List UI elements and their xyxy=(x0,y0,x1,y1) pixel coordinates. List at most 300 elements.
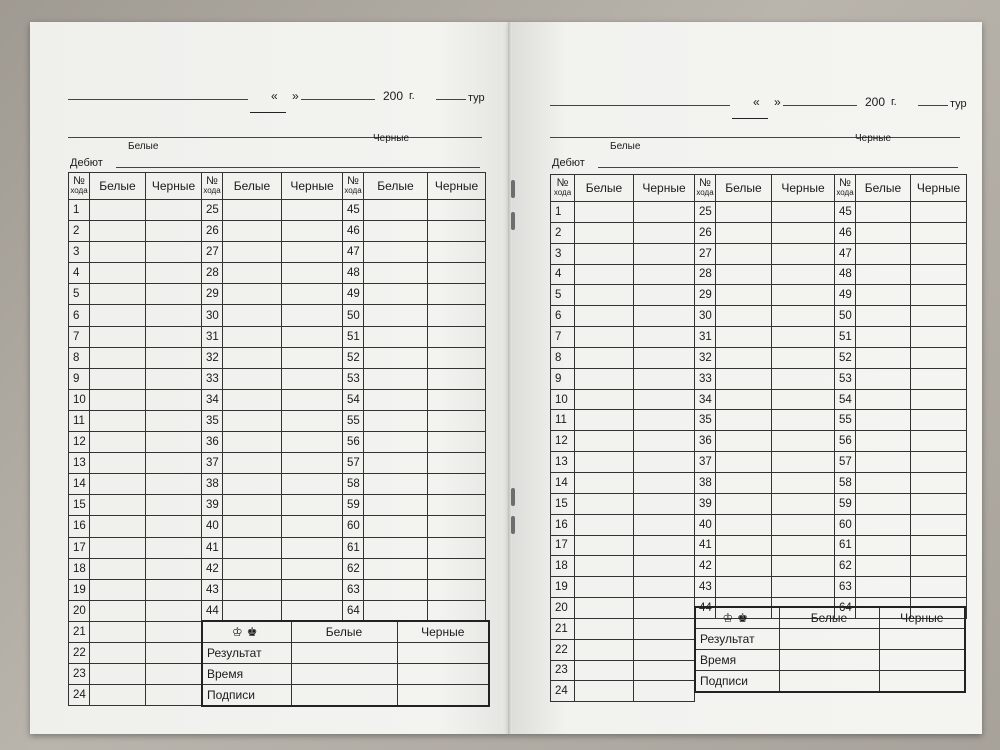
black-move-cell[interactable] xyxy=(428,326,486,347)
black-move-cell[interactable] xyxy=(282,537,343,558)
left-opening-line[interactable] xyxy=(116,167,480,168)
white-move-cell[interactable] xyxy=(90,326,146,347)
black-move-cell[interactable] xyxy=(634,347,695,368)
white-move-cell[interactable] xyxy=(575,410,634,431)
black-move-cell[interactable] xyxy=(772,514,835,535)
white-move-cell[interactable] xyxy=(575,577,634,598)
white-move-cell[interactable] xyxy=(856,389,911,410)
black-move-cell[interactable] xyxy=(146,221,202,242)
black-move-cell[interactable] xyxy=(282,221,343,242)
white-move-cell[interactable] xyxy=(716,535,772,556)
black-move-cell[interactable] xyxy=(146,389,202,410)
white-move-cell[interactable] xyxy=(90,368,146,389)
move-number: 62 xyxy=(835,556,856,577)
white-move-cell[interactable] xyxy=(364,242,428,263)
white-move-cell[interactable] xyxy=(223,242,282,263)
white-move-cell[interactable] xyxy=(90,579,146,600)
black-move-cell[interactable] xyxy=(634,556,695,577)
black-move-cell[interactable] xyxy=(634,202,695,223)
move-number: 20 xyxy=(69,600,90,621)
black-move-cell[interactable] xyxy=(282,453,343,474)
black-move-cell[interactable] xyxy=(146,474,202,495)
white-move-cell[interactable] xyxy=(856,514,911,535)
black-move-cell[interactable] xyxy=(634,598,695,619)
white-move-cell[interactable] xyxy=(716,577,772,598)
black-move-cell[interactable] xyxy=(282,368,343,389)
black-move-cell[interactable] xyxy=(772,452,835,473)
white-move-cell[interactable] xyxy=(575,431,634,452)
white-move-cell[interactable] xyxy=(575,639,634,660)
black-move-cell[interactable] xyxy=(772,577,835,598)
white-move-cell[interactable] xyxy=(90,242,146,263)
black-move-cell[interactable] xyxy=(428,410,486,431)
black-move-cell[interactable] xyxy=(146,347,202,368)
table-row xyxy=(69,453,486,474)
white-move-cell[interactable] xyxy=(364,389,428,410)
white-move-cell[interactable] xyxy=(856,431,911,452)
move-number: 13 xyxy=(69,453,90,474)
black-move-cell[interactable] xyxy=(772,202,835,223)
white-move-cell[interactable] xyxy=(716,556,772,577)
black-move-cell[interactable] xyxy=(911,535,967,556)
black-move-cell[interactable] xyxy=(772,285,835,306)
white-move-cell[interactable] xyxy=(856,472,911,493)
white-move-cell[interactable] xyxy=(856,556,911,577)
black-move-cell[interactable] xyxy=(146,200,202,221)
left-quote-open: « xyxy=(271,89,278,103)
table-row xyxy=(69,389,486,410)
white-move-cell[interactable] xyxy=(90,305,146,326)
white-move-cell[interactable] xyxy=(716,202,772,223)
black-move-cell[interactable] xyxy=(634,660,695,681)
black-move-cell[interactable] xyxy=(911,431,967,452)
black-move-cell[interactable] xyxy=(282,474,343,495)
black-move-cell[interactable] xyxy=(772,535,835,556)
white-move-cell[interactable] xyxy=(90,495,146,516)
black-move-cell[interactable] xyxy=(428,368,486,389)
white-move-cell[interactable] xyxy=(223,410,282,431)
black-move-cell[interactable] xyxy=(282,326,343,347)
white-move-cell[interactable] xyxy=(575,452,634,473)
black-move-cell[interactable] xyxy=(146,579,202,600)
white-move-cell[interactable] xyxy=(90,685,146,706)
black-move-cell[interactable] xyxy=(634,431,695,452)
signatures-row-black-cell[interactable] xyxy=(397,685,489,707)
time-row-black-cell[interactable] xyxy=(397,664,489,685)
white-move-cell[interactable] xyxy=(856,452,911,473)
move-number: 55 xyxy=(343,410,364,431)
black-move-cell[interactable] xyxy=(428,516,486,537)
white-move-cell[interactable] xyxy=(856,410,911,431)
black-move-cell[interactable] xyxy=(282,263,343,284)
black-move-cell[interactable] xyxy=(146,600,202,621)
black-move-cell[interactable] xyxy=(146,432,202,453)
black-move-cell[interactable] xyxy=(772,368,835,389)
time-row xyxy=(202,664,489,685)
left-players-line[interactable] xyxy=(68,137,482,138)
black-move-cell[interactable] xyxy=(772,347,835,368)
black-move-cell[interactable] xyxy=(428,453,486,474)
white-move-cell[interactable] xyxy=(364,284,428,305)
white-move-cell[interactable] xyxy=(856,264,911,285)
white-move-cell[interactable] xyxy=(575,389,634,410)
black-move-cell[interactable] xyxy=(911,389,967,410)
white-move-cell[interactable] xyxy=(90,432,146,453)
white-move-cell[interactable] xyxy=(575,493,634,514)
black-move-cell[interactable] xyxy=(634,493,695,514)
black-move-cell[interactable] xyxy=(911,514,967,535)
white-move-cell[interactable] xyxy=(90,284,146,305)
black-move-cell[interactable] xyxy=(634,410,695,431)
black-move-cell[interactable] xyxy=(634,639,695,660)
black-move-cell[interactable] xyxy=(282,242,343,263)
black-move-cell[interactable] xyxy=(911,222,967,243)
white-move-cell[interactable] xyxy=(90,221,146,242)
black-move-cell[interactable] xyxy=(282,516,343,537)
black-move-cell[interactable] xyxy=(282,200,343,221)
white-move-cell[interactable] xyxy=(716,389,772,410)
white-move-cell[interactable] xyxy=(364,263,428,284)
white-move-cell[interactable] xyxy=(223,474,282,495)
move-number: 64 xyxy=(343,600,364,621)
white-move-cell[interactable] xyxy=(856,285,911,306)
right-tour-label: тур xyxy=(950,98,967,110)
white-move-cell[interactable] xyxy=(364,410,428,431)
white-move-cell[interactable] xyxy=(856,368,911,389)
black-move-cell[interactable] xyxy=(428,242,486,263)
white-move-cell[interactable] xyxy=(716,347,772,368)
white-move-cell[interactable] xyxy=(364,537,428,558)
white-move-cell[interactable] xyxy=(575,285,634,306)
white-move-cell[interactable] xyxy=(223,326,282,347)
staple-icon xyxy=(511,488,515,506)
white-move-cell[interactable] xyxy=(223,221,282,242)
right-white-player-label: Белые xyxy=(610,141,641,152)
black-move-cell[interactable] xyxy=(146,326,202,347)
white-move-cell[interactable] xyxy=(223,516,282,537)
white-move-cell[interactable] xyxy=(223,600,282,621)
white-move-cell[interactable] xyxy=(716,452,772,473)
white-move-cell[interactable] xyxy=(90,453,146,474)
black-move-cell[interactable] xyxy=(146,664,202,685)
white-move-cell[interactable] xyxy=(364,516,428,537)
white-move-cell[interactable] xyxy=(716,243,772,264)
result-row-black-cell[interactable] xyxy=(397,643,489,664)
signatures-row-black-cell[interactable] xyxy=(879,671,965,693)
table-row xyxy=(69,516,486,537)
white-move-cell[interactable] xyxy=(716,493,772,514)
white-move-cell[interactable] xyxy=(223,579,282,600)
black-move-cell[interactable] xyxy=(911,472,967,493)
black-move-cell[interactable] xyxy=(772,493,835,514)
black-move-cell[interactable] xyxy=(634,368,695,389)
white-move-cell[interactable] xyxy=(575,327,634,348)
white-move-cell[interactable] xyxy=(364,474,428,495)
result-row-white-cell[interactable] xyxy=(291,643,397,664)
black-move-cell[interactable] xyxy=(282,347,343,368)
white-move-cell[interactable] xyxy=(90,558,146,579)
white-move-cell[interactable] xyxy=(364,200,428,221)
black-move-cell[interactable] xyxy=(146,495,202,516)
white-move-cell[interactable] xyxy=(90,263,146,284)
black-move-cell[interactable] xyxy=(911,452,967,473)
white-move-cell[interactable] xyxy=(716,285,772,306)
black-move-cell[interactable] xyxy=(146,242,202,263)
white-move-cell[interactable] xyxy=(575,368,634,389)
black-move-cell[interactable] xyxy=(282,432,343,453)
black-move-cell[interactable] xyxy=(146,305,202,326)
black-move-cell[interactable] xyxy=(634,514,695,535)
black-move-cell[interactable] xyxy=(911,410,967,431)
white-move-cell[interactable] xyxy=(856,347,911,368)
result-row-white-cell[interactable] xyxy=(779,629,879,650)
black-move-cell[interactable] xyxy=(911,368,967,389)
num-sub-label: хода xyxy=(203,186,221,195)
left-tour-line[interactable] xyxy=(436,99,466,100)
black-move-cell[interactable] xyxy=(634,681,695,702)
white-move-cell[interactable] xyxy=(575,535,634,556)
left-date-line[interactable] xyxy=(301,99,375,100)
white-move-cell[interactable] xyxy=(716,410,772,431)
black-move-cell[interactable] xyxy=(428,474,486,495)
white-move-cell[interactable] xyxy=(575,514,634,535)
white-move-cell[interactable] xyxy=(364,347,428,368)
white-move-cell[interactable] xyxy=(575,681,634,702)
time-row-black-cell[interactable] xyxy=(879,650,965,671)
black-move-cell[interactable] xyxy=(428,347,486,368)
white-move-cell[interactable] xyxy=(716,222,772,243)
white-move-cell[interactable] xyxy=(364,368,428,389)
black-move-cell[interactable] xyxy=(911,493,967,514)
white-move-cell[interactable] xyxy=(90,642,146,663)
white-move-cell[interactable] xyxy=(575,598,634,619)
white-move-cell[interactable] xyxy=(364,221,428,242)
right-players-line[interactable] xyxy=(550,137,960,138)
white-move-cell[interactable] xyxy=(90,600,146,621)
white-move-cell[interactable] xyxy=(223,495,282,516)
move-number: 5 xyxy=(551,285,575,306)
white-move-cell[interactable] xyxy=(364,326,428,347)
black-move-cell[interactable] xyxy=(282,389,343,410)
black-move-cell[interactable] xyxy=(911,306,967,327)
black-move-cell[interactable] xyxy=(146,516,202,537)
right-event-line[interactable] xyxy=(550,105,730,106)
white-move-cell[interactable] xyxy=(575,222,634,243)
black-move-cell[interactable] xyxy=(772,327,835,348)
signatures-row-white-cell[interactable] xyxy=(291,685,397,707)
black-move-cell[interactable] xyxy=(772,389,835,410)
time-row-white-cell[interactable] xyxy=(291,664,397,685)
black-move-cell[interactable] xyxy=(634,389,695,410)
black-move-cell[interactable] xyxy=(634,452,695,473)
black-move-cell[interactable] xyxy=(282,579,343,600)
signatures-row-white-cell[interactable] xyxy=(779,671,879,693)
white-move-cell[interactable] xyxy=(223,263,282,284)
white-move-cell[interactable] xyxy=(364,600,428,621)
black-move-cell[interactable] xyxy=(428,600,486,621)
white-move-cell[interactable] xyxy=(856,243,911,264)
white-move-cell[interactable] xyxy=(90,389,146,410)
white-move-cell[interactable] xyxy=(364,579,428,600)
white-move-cell[interactable] xyxy=(716,368,772,389)
move-number: 12 xyxy=(69,432,90,453)
white-move-cell[interactable] xyxy=(575,618,634,639)
black-move-cell[interactable] xyxy=(282,284,343,305)
black-move-cell[interactable] xyxy=(146,558,202,579)
white-move-cell[interactable] xyxy=(364,432,428,453)
white-move-cell[interactable] xyxy=(90,347,146,368)
move-number: 37 xyxy=(695,452,716,473)
white-move-cell[interactable] xyxy=(90,410,146,431)
black-move-cell[interactable] xyxy=(634,222,695,243)
white-move-cell[interactable] xyxy=(364,305,428,326)
black-move-cell[interactable] xyxy=(634,243,695,264)
black-move-cell[interactable] xyxy=(282,558,343,579)
right-date-line[interactable] xyxy=(783,105,857,106)
white-move-cell[interactable] xyxy=(575,202,634,223)
black-move-cell[interactable] xyxy=(428,432,486,453)
white-move-cell[interactable] xyxy=(716,306,772,327)
white-move-cell[interactable] xyxy=(716,431,772,452)
black-move-cell[interactable] xyxy=(911,243,967,264)
white-move-cell[interactable] xyxy=(364,453,428,474)
white-move-cell[interactable] xyxy=(223,368,282,389)
black-move-cell[interactable] xyxy=(634,472,695,493)
black-move-cell[interactable] xyxy=(634,264,695,285)
black-move-cell[interactable] xyxy=(428,579,486,600)
result-black-header: Черные xyxy=(879,607,965,629)
black-move-cell[interactable] xyxy=(634,306,695,327)
black-move-cell[interactable] xyxy=(146,621,202,642)
move-number: 43 xyxy=(695,577,716,598)
black-move-cell[interactable] xyxy=(634,618,695,639)
white-move-cell[interactable] xyxy=(364,558,428,579)
time-row-label: Время xyxy=(695,650,779,671)
white-move-cell[interactable] xyxy=(223,305,282,326)
white-move-cell[interactable] xyxy=(856,493,911,514)
white-move-cell[interactable] xyxy=(223,284,282,305)
black-move-cell[interactable] xyxy=(428,558,486,579)
black-move-cell[interactable] xyxy=(282,600,343,621)
white-move-cell[interactable] xyxy=(856,535,911,556)
black-move-cell[interactable] xyxy=(634,285,695,306)
white-move-cell[interactable] xyxy=(856,202,911,223)
black-move-cell[interactable] xyxy=(282,410,343,431)
white-move-cell[interactable] xyxy=(716,514,772,535)
white-move-cell[interactable] xyxy=(90,664,146,685)
white-move-cell[interactable] xyxy=(716,264,772,285)
white-move-cell[interactable] xyxy=(223,537,282,558)
time-row-white-cell[interactable] xyxy=(779,650,879,671)
white-move-cell[interactable] xyxy=(575,347,634,368)
black-move-cell[interactable] xyxy=(428,305,486,326)
white-move-cell[interactable] xyxy=(90,621,146,642)
black-move-cell[interactable] xyxy=(146,410,202,431)
black-move-cell[interactable] xyxy=(146,263,202,284)
black-move-cell[interactable] xyxy=(772,264,835,285)
white-move-cell[interactable] xyxy=(223,453,282,474)
black-move-cell[interactable] xyxy=(772,222,835,243)
white-move-cell[interactable] xyxy=(575,472,634,493)
black-move-cell[interactable] xyxy=(634,577,695,598)
black-move-cell[interactable] xyxy=(911,556,967,577)
black-move-cell[interactable] xyxy=(146,453,202,474)
white-move-cell[interactable] xyxy=(575,306,634,327)
white-move-cell[interactable] xyxy=(575,243,634,264)
left-event-line[interactable] xyxy=(68,99,248,100)
result-white-header: Белые xyxy=(779,607,879,629)
white-move-cell[interactable] xyxy=(223,389,282,410)
black-move-cell[interactable] xyxy=(146,685,202,706)
black-move-cell[interactable] xyxy=(428,495,486,516)
white-move-cell[interactable] xyxy=(223,558,282,579)
black-move-cell[interactable] xyxy=(146,368,202,389)
black-move-cell[interactable] xyxy=(634,327,695,348)
black-move-cell[interactable] xyxy=(428,389,486,410)
right-tour-line[interactable] xyxy=(918,105,948,106)
black-move-cell[interactable] xyxy=(146,642,202,663)
black-move-cell[interactable] xyxy=(146,537,202,558)
black-move-cell[interactable] xyxy=(911,202,967,223)
black-move-cell[interactable] xyxy=(428,284,486,305)
white-move-cell[interactable] xyxy=(575,264,634,285)
white-move-cell[interactable] xyxy=(90,200,146,221)
table-row xyxy=(551,452,967,473)
black-move-cell[interactable] xyxy=(772,472,835,493)
black-move-cell[interactable] xyxy=(911,577,967,598)
left-opening-label: Дебют xyxy=(70,157,103,169)
white-move-cell[interactable] xyxy=(575,556,634,577)
table-row xyxy=(69,495,486,516)
result-row-black-cell[interactable] xyxy=(879,629,965,650)
black-move-cell[interactable] xyxy=(911,347,967,368)
black-move-cell[interactable] xyxy=(911,327,967,348)
black-move-cell[interactable] xyxy=(428,221,486,242)
black-move-cell[interactable] xyxy=(911,285,967,306)
black-move-cell[interactable] xyxy=(772,431,835,452)
black-move-cell[interactable] xyxy=(772,556,835,577)
white-move-cell[interactable] xyxy=(856,222,911,243)
white-move-cell[interactable] xyxy=(90,474,146,495)
white-move-cell[interactable] xyxy=(716,327,772,348)
num-sign: № xyxy=(206,175,218,187)
white-move-cell[interactable] xyxy=(716,472,772,493)
black-move-cell[interactable] xyxy=(282,495,343,516)
black-move-cell[interactable] xyxy=(772,243,835,264)
white-move-cell[interactable] xyxy=(364,495,428,516)
black-move-cell[interactable] xyxy=(911,264,967,285)
white-move-cell[interactable] xyxy=(856,306,911,327)
black-move-cell[interactable] xyxy=(428,537,486,558)
white-move-cell[interactable] xyxy=(856,327,911,348)
black-move-cell[interactable] xyxy=(772,410,835,431)
black-move-cell[interactable] xyxy=(428,200,486,221)
white-move-cell[interactable] xyxy=(223,347,282,368)
white-move-cell[interactable] xyxy=(90,537,146,558)
white-move-cell[interactable] xyxy=(223,200,282,221)
white-move-cell[interactable] xyxy=(90,516,146,537)
white-move-cell[interactable] xyxy=(575,660,634,681)
black-move-cell[interactable] xyxy=(428,263,486,284)
black-move-cell[interactable] xyxy=(282,305,343,326)
black-move-cell[interactable] xyxy=(634,535,695,556)
right-opening-line[interactable] xyxy=(598,167,958,168)
black-move-cell[interactable] xyxy=(772,306,835,327)
white-move-cell[interactable] xyxy=(856,577,911,598)
black-move-cell[interactable] xyxy=(146,284,202,305)
move-number: 10 xyxy=(69,389,90,410)
white-move-cell[interactable] xyxy=(223,432,282,453)
